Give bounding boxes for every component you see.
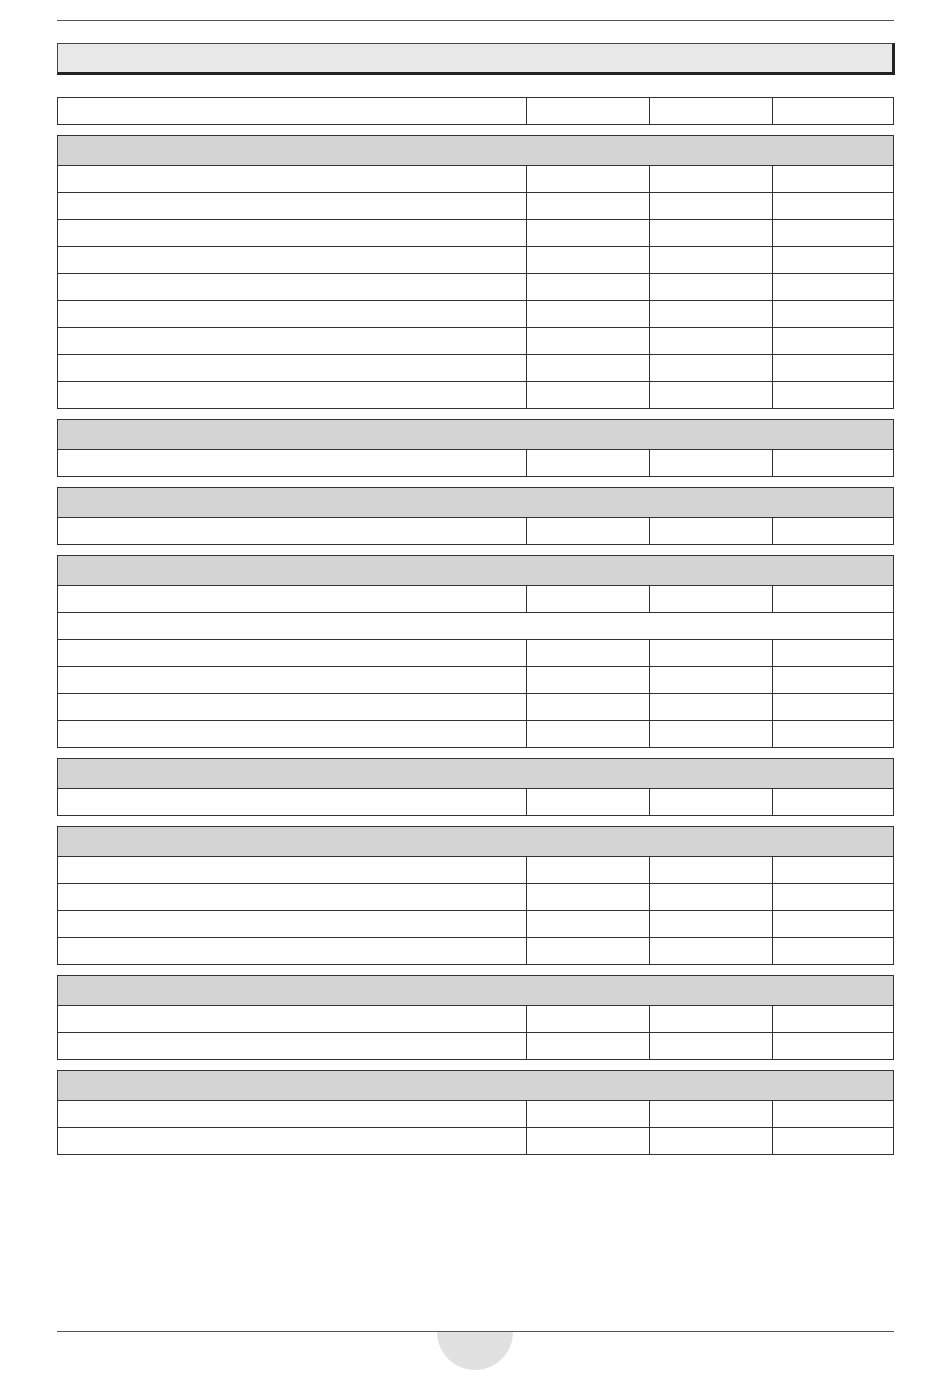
table-cell-c1 bbox=[526, 355, 649, 381]
table-cell-c1 bbox=[526, 247, 649, 273]
table-cell-c2 bbox=[649, 789, 772, 815]
table-cell-label bbox=[58, 1006, 526, 1032]
table-cell-c3 bbox=[772, 1033, 895, 1059]
table-cell-c3 bbox=[772, 694, 895, 720]
table-cell-c1 bbox=[526, 450, 649, 476]
table-cell-label bbox=[58, 721, 526, 747]
table-cell-c2 bbox=[649, 694, 772, 720]
table-row bbox=[57, 192, 894, 220]
table-cell-c3 bbox=[772, 518, 895, 544]
section-header bbox=[57, 826, 894, 857]
table-cell-c1 bbox=[526, 884, 649, 910]
table-cell-label bbox=[58, 166, 526, 192]
table-row bbox=[57, 1127, 894, 1155]
table-cell-c2 bbox=[649, 857, 772, 883]
table-row bbox=[57, 612, 894, 640]
table-row bbox=[57, 1100, 894, 1128]
table-cell-label bbox=[58, 640, 526, 666]
column-header-col3 bbox=[772, 98, 895, 124]
table-row bbox=[57, 327, 894, 355]
table-cell-c1 bbox=[526, 274, 649, 300]
table-cell-c2 bbox=[649, 274, 772, 300]
table-row bbox=[57, 883, 894, 911]
table-cell-label bbox=[58, 301, 526, 327]
table-cell-label bbox=[58, 1033, 526, 1059]
table-cell-label bbox=[58, 1101, 526, 1127]
table-cell-label bbox=[58, 382, 526, 408]
table-cell-label bbox=[58, 328, 526, 354]
table-cell-c2 bbox=[649, 1128, 772, 1154]
column-header-row bbox=[57, 97, 894, 125]
table-cell-label bbox=[58, 667, 526, 693]
table-cell-c1 bbox=[526, 382, 649, 408]
table-row bbox=[57, 273, 894, 301]
table-cell-c3 bbox=[772, 1006, 895, 1032]
table-cell-label bbox=[58, 586, 526, 612]
table-cell-c2 bbox=[649, 938, 772, 964]
table-row bbox=[57, 1005, 894, 1033]
table-row bbox=[57, 910, 894, 938]
table-cell-c3 bbox=[772, 857, 895, 883]
table-cell-c3 bbox=[772, 1101, 895, 1127]
table-cell-label bbox=[58, 247, 526, 273]
table-cell-label bbox=[58, 911, 526, 937]
table-cell-label bbox=[58, 857, 526, 883]
table-row bbox=[57, 449, 894, 477]
table-cell-c1 bbox=[526, 193, 649, 219]
table-row bbox=[57, 856, 894, 884]
table-row bbox=[57, 219, 894, 247]
table-cell-c2 bbox=[649, 640, 772, 666]
section-header bbox=[57, 975, 894, 1006]
table-row bbox=[57, 720, 894, 748]
section-header bbox=[57, 419, 894, 450]
table-cell-c2 bbox=[649, 1006, 772, 1032]
table-cell-c2 bbox=[649, 382, 772, 408]
table-cell-c3 bbox=[772, 301, 895, 327]
table-cell-c1 bbox=[526, 1006, 649, 1032]
table-cell-label bbox=[58, 613, 893, 639]
table-cell-c3 bbox=[772, 328, 895, 354]
table-cell-c1 bbox=[526, 586, 649, 612]
table-row bbox=[57, 1032, 894, 1060]
table-cell-label bbox=[58, 789, 526, 815]
table-row bbox=[57, 300, 894, 328]
table-cell-c1 bbox=[526, 1128, 649, 1154]
table-cell-c1 bbox=[526, 667, 649, 693]
table-cell-c3 bbox=[772, 789, 895, 815]
section-header bbox=[57, 135, 894, 166]
table-cell-c1 bbox=[526, 220, 649, 246]
table-row bbox=[57, 666, 894, 694]
table-cell-c2 bbox=[649, 166, 772, 192]
table-cell-c2 bbox=[649, 721, 772, 747]
table-cell-c3 bbox=[772, 382, 895, 408]
table-cell-c2 bbox=[649, 518, 772, 544]
table-cell-label bbox=[58, 274, 526, 300]
table-cell-c2 bbox=[649, 450, 772, 476]
table-cell-c2 bbox=[649, 220, 772, 246]
table-cell-c1 bbox=[526, 166, 649, 192]
table-row bbox=[57, 165, 894, 193]
table-cell-c2 bbox=[649, 884, 772, 910]
table-cell-c2 bbox=[649, 247, 772, 273]
table-cell-label bbox=[58, 694, 526, 720]
table-row bbox=[57, 937, 894, 965]
table-row bbox=[57, 246, 894, 274]
table-row bbox=[57, 788, 894, 816]
table-row bbox=[57, 381, 894, 409]
table-cell-c1 bbox=[526, 694, 649, 720]
table-cell-c1 bbox=[526, 518, 649, 544]
table-cell-c1 bbox=[526, 328, 649, 354]
table-cell-c3 bbox=[772, 355, 895, 381]
table-cell-c2 bbox=[649, 301, 772, 327]
table-cell-c1 bbox=[526, 857, 649, 883]
table-cell-c1 bbox=[526, 640, 649, 666]
table-cell-c3 bbox=[772, 721, 895, 747]
table-cell-c3 bbox=[772, 586, 895, 612]
table-cell-c2 bbox=[649, 355, 772, 381]
table-cell-c1 bbox=[526, 911, 649, 937]
table-cell-c3 bbox=[772, 911, 895, 937]
table-cell-c1 bbox=[526, 789, 649, 815]
section-header bbox=[57, 555, 894, 586]
table-row bbox=[57, 354, 894, 382]
table-cell-c2 bbox=[649, 193, 772, 219]
table-cell-c3 bbox=[772, 640, 895, 666]
column-header-col1 bbox=[526, 98, 649, 124]
table-cell-c2 bbox=[649, 667, 772, 693]
table-cell-c3 bbox=[772, 450, 895, 476]
table-cell-label bbox=[58, 884, 526, 910]
table-cell-label bbox=[58, 193, 526, 219]
table-cell-label bbox=[58, 1128, 526, 1154]
table-cell-c3 bbox=[772, 220, 895, 246]
table-cell-c2 bbox=[649, 911, 772, 937]
section-header bbox=[57, 758, 894, 789]
table-cell-label bbox=[58, 518, 526, 544]
table-cell-c3 bbox=[772, 667, 895, 693]
table-row bbox=[57, 517, 894, 545]
table-cell-label bbox=[58, 938, 526, 964]
table-cell-label bbox=[58, 355, 526, 381]
section-header bbox=[57, 487, 894, 518]
table-cell-c3 bbox=[772, 1128, 895, 1154]
table-cell-c1 bbox=[526, 938, 649, 964]
table-row bbox=[57, 693, 894, 721]
table-cell-c1 bbox=[526, 721, 649, 747]
table-cell-c1 bbox=[526, 1101, 649, 1127]
table-cell-c3 bbox=[772, 274, 895, 300]
table-cell-c3 bbox=[772, 193, 895, 219]
table-cell-c2 bbox=[649, 328, 772, 354]
table-cell-c1 bbox=[526, 301, 649, 327]
column-header-label bbox=[58, 98, 526, 124]
table-cell-label bbox=[58, 220, 526, 246]
table-row bbox=[57, 639, 894, 667]
table-cell-c3 bbox=[772, 247, 895, 273]
table-cell-c2 bbox=[649, 586, 772, 612]
table-cell-c2 bbox=[649, 1101, 772, 1127]
table-cell-label bbox=[58, 450, 526, 476]
table-cell-c3 bbox=[772, 938, 895, 964]
section-header bbox=[57, 1070, 894, 1101]
table-cell-c3 bbox=[772, 884, 895, 910]
table-row bbox=[57, 585, 894, 613]
column-header-col2 bbox=[649, 98, 772, 124]
table-cell-c3 bbox=[772, 166, 895, 192]
table-cell-c1 bbox=[526, 1033, 649, 1059]
table-cell-c2 bbox=[649, 1033, 772, 1059]
